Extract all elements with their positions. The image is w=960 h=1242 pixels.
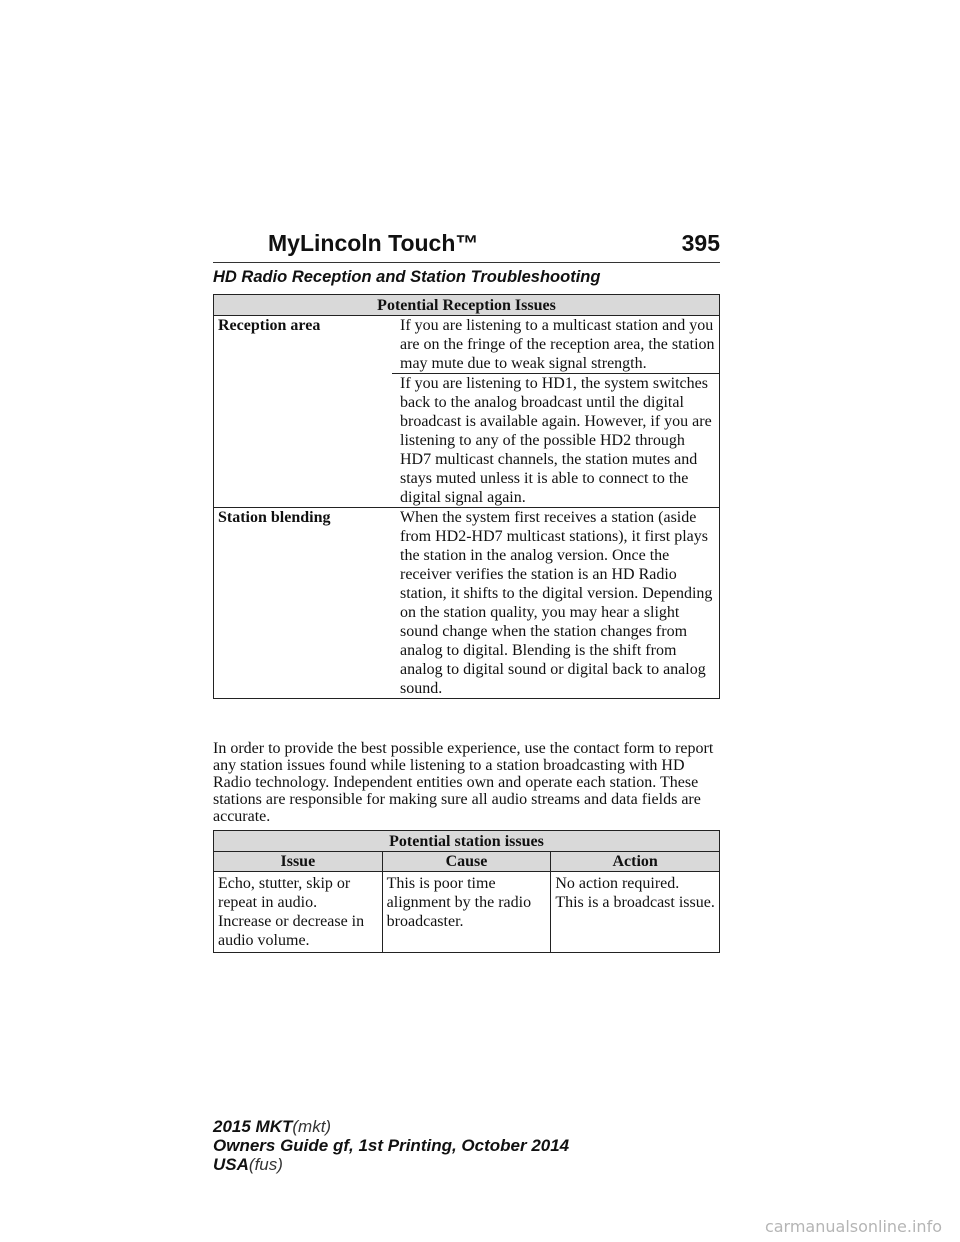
footer-model: 2015 MKT	[213, 1117, 293, 1136]
column-header-action: Action	[551, 852, 720, 872]
row-label-reception-area: Reception area	[214, 316, 393, 508]
station-table-caption: Potential station issues	[214, 831, 720, 852]
row-text: When the system first receives a station (aside from HD2-HD7 multicast stations), it first plays the station in the analog version. Once the receiver verifies the station is an HD Radio station, it shifts to the digital version. Depending on the station quality, you may hear a slight sound change when the station changes from analog to digital. Blending is the shift from analog to digital sound or digital back to analog sound.	[392, 508, 720, 699]
footer-region: USA	[213, 1155, 249, 1174]
issue-cell	[214, 872, 383, 953]
watermark: carmanualsonline.info	[764, 1217, 942, 1236]
table-row	[214, 508, 720, 699]
row-label-station-blending: Station blending	[214, 508, 393, 699]
reception-issues-table	[213, 294, 720, 699]
page-footer	[213, 1117, 569, 1174]
reception-table-caption: Potential Reception Issues	[214, 295, 720, 316]
body-paragraph: In order to provide the best possible experience, use the contact form to report any station issues found while listening to a station broadcasting with HD Radio technology. Independent entities own and operate each station. These stations are responsible for making sure all audio streams and data fields are accurate.	[213, 740, 714, 825]
column-header-issue: Issue	[214, 852, 383, 872]
footer-model-code: (mkt)	[292, 1117, 332, 1136]
table-row	[214, 872, 720, 953]
page-number: 395	[681, 230, 720, 256]
table-row	[214, 316, 720, 374]
issue-text: Echo, stutter, skip or repeat in audio.	[218, 875, 351, 911]
chapter-title: MyLincoln Touch™	[268, 230, 479, 256]
column-header-cause: Cause	[382, 852, 551, 872]
section-title: HD Radio Reception and Station Troubleshooting	[213, 268, 601, 286]
action-text: No action required.	[555, 875, 680, 892]
cause-cell	[382, 872, 551, 953]
row-text: If you are listening to HD1, the system switches back to the analog broadcast until the digital broadcast is available again. However, if you are listening to any of the possible HD2 through HD7 multicast channels, the station mutes and stays muted unless it is able to connect to the digital signal again.	[392, 374, 720, 508]
action-cell	[551, 872, 720, 953]
row-text: If you are listening to a multicast station and you are on the fringe of the reception area, the station may mute due to weak signal strength.	[392, 316, 720, 374]
page-header	[213, 226, 720, 263]
action-text: This is a broadcast issue.	[555, 894, 715, 911]
footer-region-code: (fus)	[248, 1155, 283, 1174]
station-issues-table	[213, 830, 720, 953]
issue-text: Increase or decrease in audio volume.	[218, 913, 365, 949]
cause-text: This is poor time alignment by the radio broadcaster.	[386, 875, 532, 930]
footer-guide: Owners Guide gf, 1st Printing, October 2014	[213, 1136, 570, 1155]
